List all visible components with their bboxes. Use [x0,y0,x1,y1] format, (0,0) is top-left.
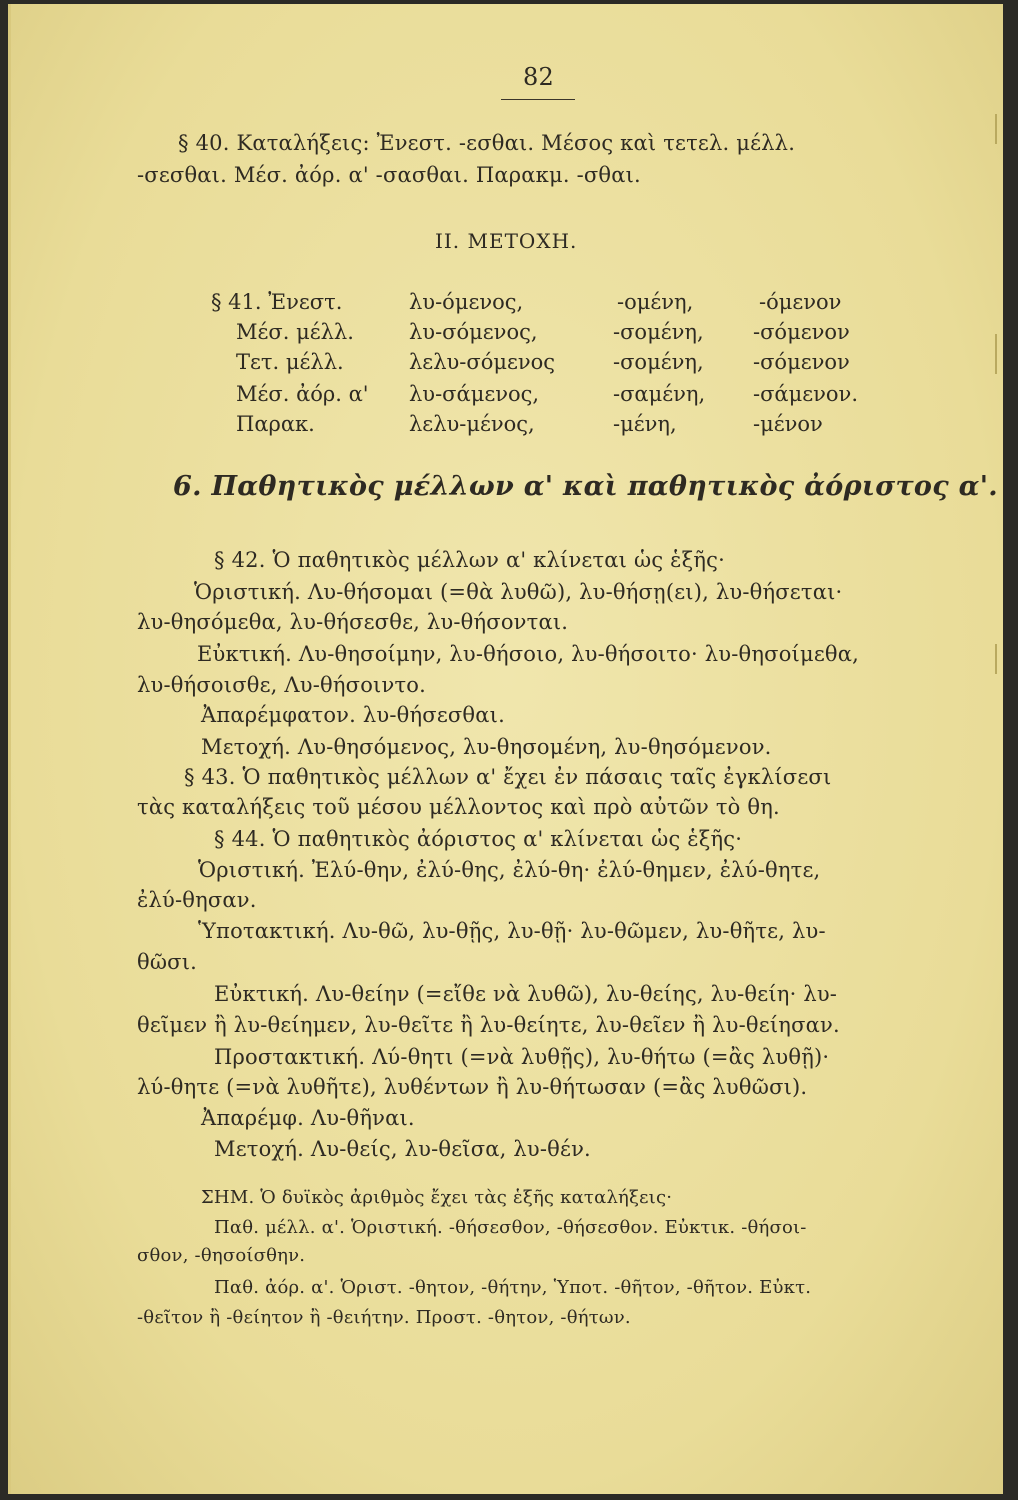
body-line: θῶσι. [137,950,198,974]
table-cell-masc: λελυ-σόμενος [409,350,556,374]
body-line: ἐλύ-θησαν. [137,888,257,912]
table-cell-neut: -μένον [753,412,823,436]
body-line: Ἀπαρέμφατον. λυ-θήσεσθαι. [201,703,505,727]
body-line: Ὑποτακτική. Λυ-θῶ, λυ-θῇς, λυ-θῇ· λυ-θῶμεν, λυ-θῆτε, λυ- [198,919,826,943]
page-number: 82 [523,63,554,91]
body-line: Μετοχή. Λυ-θησόμενος, λυ-θησομένη, λυ-θησόμενον. [201,735,772,759]
body-line: § 43. Ὁ παθητικὸς μέλλων α' ἔχει ἐν πάσαις ταῖς ἐγκλίσεσι [184,765,832,789]
body-line: Ὁριστική. Ἐλύ-θην, ἐλύ-θης, ἐλύ-θη· ἐλύ-θημεν, ἐλύ-θητε, [198,858,821,882]
body-line: Προστακτική. Λύ-θητι (=νὰ λυθῇς), λυ-θήτω (=ἂς λυθῇ)· [214,1045,830,1069]
subsection-heading: 6. Παθητικὸς μέλλων α' καὶ παθητικὸς ἀόριστος α'. [173,471,999,502]
body-line: θεῖμεν ἢ λυ-θείημεν, λυ-θεῖτε ἢ λυ-θείητε, λυ-θεῖεν ἢ λυ-θείησαν. [137,1013,840,1037]
table-cell-masc: λυ-σόμενος, [409,320,538,344]
body-line: Εὐκτική. Λυ-θησοίμην, λυ-θήσοιο, λυ-θήσοιτο· λυ-θησοίμεθα, [197,642,859,666]
table-cell-fem: -σομένη, [613,320,704,344]
page-edge-mark [995,644,997,674]
page-number-rule [501,99,575,100]
note-line: ΣΗΜ. Ὁ δυϊκὸς ἀριθμὸς ἔχει τὰς ἑξῆς καταλήξεις· [201,1187,673,1208]
body-line: λυ-θησόμεθα, λυ-θήσεσθε, λυ-θήσονται. [137,610,569,634]
page-edge-mark [995,114,997,144]
table-cell-neut: -όμενον [759,290,842,314]
body-line: λυ-θήσοισθε, Λυ-θήσοιντο. [137,673,426,697]
table-cell-masc: λυ-όμενος, [409,290,524,314]
section-40-line-1: § 40. Καταλήξεις: Ἐνεστ. -εσθαι. Μέσος καὶ τετελ. μέλλ. [178,131,796,155]
table-row-label: Μέσ. ἀόρ. α' [236,382,369,406]
note-line: -θεῖτον ἢ -θείητον ἢ -θειήτην. Προστ. -θητον, -θήτων. [137,1307,631,1328]
table-cell-fem: -μένη, [613,412,677,436]
section-title: II. ΜΕΤΟΧΗ. [435,229,578,253]
note-line: σθον, -θησοίσθην. [137,1245,306,1266]
body-line: § 44. Ὁ παθητικὸς ἀόριστος α' κλίνεται ὡς ἑξῆς· [214,827,743,851]
body-line: Μετοχή. Λυ-θείς, λυ-θεῖσα, λυ-θέν. [214,1137,591,1161]
page-edge-mark [995,334,997,374]
table-cell-fem: -σαμένη, [613,382,706,406]
body-line: Ἀπαρέμφ. Λυ-θῆναι. [201,1106,415,1130]
table-cell-neut: -σόμενον [753,350,850,374]
table-cell-fem: -σομένη, [613,350,704,374]
note-line: Παθ. ἀόρ. α'. Ὁριστ. -θητον, -θήτην, Ὑποτ. -θῆτον, -θῆτον. Εὐκτ. [214,1277,812,1298]
body-line: Εὐκτική. Λυ-θείην (=εἴθε νὰ λυθῶ), λυ-θείης, λυ-θείη· λυ- [214,982,838,1006]
body-line: Ὁριστική. Λυ-θήσομαι (=θὰ λυθῶ), λυ-θήσῃ(ει), λυ-θήσεται· [194,580,843,604]
table-cell-masc: λυ-σάμενος, [409,382,540,406]
table-row-label: Μέσ. μέλλ. [236,320,354,344]
table-cell-neut: -σάμενον. [753,382,858,406]
body-line: λύ-θητε (=νὰ λυθῆτε), λυθέντων ἢ λυ-θήτωσαν (=ἂς λυθῶσι). [137,1075,808,1099]
table-row-label: Παρακ. [236,412,315,436]
note-line: Παθ. μέλλ. α'. Ὁριστική. -θήσεσθον, -θήσεσθον. Εὐκτικ. -θήσοι- [214,1217,807,1238]
table-cell-masc: λελυ-μένος, [409,412,535,436]
table-cell-neut: -σόμενον [753,320,850,344]
table-row-label: Τετ. μέλλ. [236,350,344,374]
body-line: § 42. Ὁ παθητικὸς μέλλων α' κλίνεται ὡς ἑξῆς· [214,548,726,572]
book-page [8,4,1003,1494]
section-40-line-2: -σεσθαι. Μέσ. ἀόρ. α' -σασθαι. Παρακμ. -σθαι. [137,163,641,187]
body-line: τὰς καταλήξεις τοῦ μέσου μέλλοντος καὶ πρὸ αὐτῶν τὸ θη. [137,795,780,819]
table-cell-fem: -ομένη, [617,290,694,314]
table-row-label: § 41. Ἐνεστ. [211,290,343,314]
